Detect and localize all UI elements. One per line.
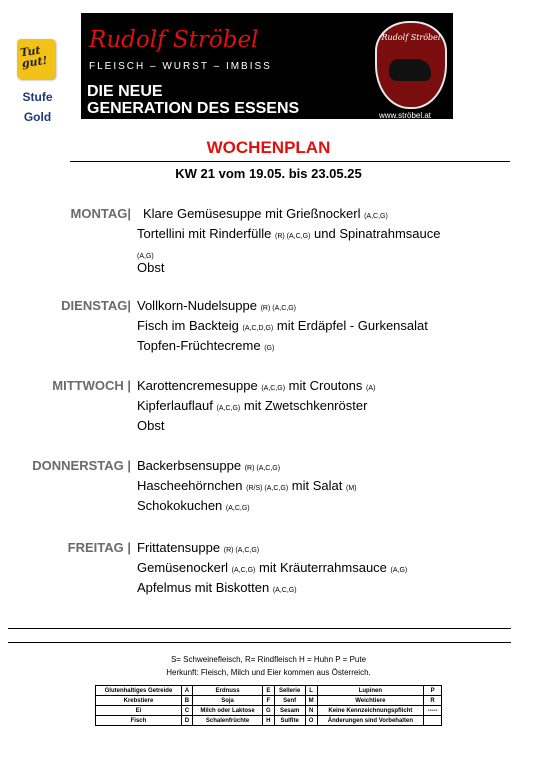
table-cell: L xyxy=(305,686,317,696)
menu-item xyxy=(137,298,296,313)
day-name: DONNERSTAG | xyxy=(32,458,131,473)
table-cell: Weichtiere xyxy=(317,696,424,706)
bottom-divider-2 xyxy=(8,642,511,643)
allergen-codes: (A,G) xyxy=(390,567,408,574)
menu-item xyxy=(137,226,441,241)
badge-label-stufe: Stufe xyxy=(22,90,53,104)
table-cell xyxy=(424,716,442,726)
table-cell: B xyxy=(181,696,192,706)
table-cell: Fisch xyxy=(96,716,182,726)
badge-label-gold: Gold xyxy=(23,110,52,124)
dish-side: mit Erdäpfel - Gurkensalat xyxy=(276,318,428,333)
table-cell: Sulfite xyxy=(274,716,305,726)
tut-gut-logo-text: Tut gut! xyxy=(19,43,49,71)
allergen-codes: (R) (A,C,G) xyxy=(223,547,260,554)
dish-name: Apfelmus mit Biskotten xyxy=(137,580,270,595)
allergen-codes: (M) xyxy=(345,485,357,492)
dish-name: Klare Gemüsesuppe mit Grießnockerl xyxy=(143,206,361,221)
table-cell: R xyxy=(424,696,442,706)
table-row xyxy=(96,696,442,706)
allergen-codes: (R/S) (A,C,G) xyxy=(246,485,289,492)
table-cell: O xyxy=(305,716,317,726)
table-row xyxy=(96,686,442,696)
dish-name: Gemüsenockerl xyxy=(137,560,229,575)
dish-name: Hascheehörnchen xyxy=(137,478,243,493)
dish-name: Fisch im Backteig xyxy=(137,318,239,333)
allergen-codes: (R) (A,C,G) xyxy=(260,305,296,312)
menu-item xyxy=(137,378,375,393)
dish-name: Frittatensuppe xyxy=(137,540,221,555)
brand-name: Rudolf Ströbel xyxy=(89,27,259,53)
tut-gut-logo xyxy=(17,39,55,79)
menu-item xyxy=(137,560,407,575)
table-cell: H xyxy=(263,716,274,726)
dish-name: Schokokuchen xyxy=(137,498,223,513)
menu-item xyxy=(137,418,164,433)
day-name: MONTAG| xyxy=(70,206,131,221)
claim xyxy=(87,83,299,117)
table-row xyxy=(96,706,442,716)
meat-legend: S= Schweinefleisch, R= Rindfleisch H = Huhn P = Pute xyxy=(170,655,367,664)
table-cell: F xyxy=(263,696,274,706)
website-url: www.ströbel.at xyxy=(379,111,432,119)
dish-name: Kipferlauflauf xyxy=(137,398,213,413)
menu-item xyxy=(137,398,367,413)
table-cell: Ei xyxy=(96,706,182,716)
dish-name: Obst xyxy=(137,260,165,275)
menu-item xyxy=(137,478,356,493)
bull-emblem xyxy=(375,21,447,109)
allergen-codes: (R) (A,C,G) xyxy=(244,465,281,472)
table-cell: G xyxy=(263,706,274,716)
day-name: MITTWOCH | xyxy=(52,378,131,393)
table-cell: Glutenhaltiges Getreide xyxy=(96,686,182,696)
week-range: KW 21 vom 19.05. bis 23.05.25 xyxy=(175,166,362,181)
bull-icon xyxy=(389,59,431,81)
table-cell: Änderungen sind Vorbehalten xyxy=(317,716,424,726)
allergen-codes: (A,C,G) xyxy=(261,385,286,392)
dish-side: und Spinatrahmsauce xyxy=(314,226,441,241)
dish-name: Karottencremesuppe xyxy=(137,378,258,393)
bottom-divider-1 xyxy=(8,628,511,629)
origin-note: Herkunft: Fleisch, Milch und Eier kommen aus Österreich. xyxy=(166,668,371,677)
table-cell: Schalenfrüchte xyxy=(192,716,262,726)
dish-side: mit Croutons xyxy=(288,378,363,393)
dish-side: mit Salat xyxy=(291,478,343,493)
allergen-codes: (G) xyxy=(264,345,275,352)
dish-name: Vollkorn-Nudelsuppe xyxy=(137,298,257,313)
table-cell: Sellerie xyxy=(274,686,305,696)
menu-item xyxy=(137,260,164,275)
allergen-codes: (A,C,G) xyxy=(225,505,250,512)
menu-item xyxy=(137,498,250,513)
menu-item xyxy=(137,246,154,261)
table-cell: Sesam xyxy=(274,706,305,716)
dish-name: Topfen-Früchtecreme xyxy=(137,338,261,353)
title-divider xyxy=(70,161,510,162)
menu-item xyxy=(137,318,428,333)
page-title: WOCHENPLAN xyxy=(206,138,331,157)
table-cell: Milch oder Laktose xyxy=(192,706,262,716)
menu-item xyxy=(137,458,280,473)
table-cell: E xyxy=(263,686,274,696)
claim-line-1: DIE NEUE xyxy=(87,83,163,100)
table-cell: A xyxy=(181,686,192,696)
table-cell: Erdnuss xyxy=(192,686,262,696)
claim-line-2: GENERATION DES ESSENS xyxy=(87,100,300,117)
allergen-codes: (A,G) xyxy=(137,253,154,260)
table-cell: N xyxy=(305,706,317,716)
day-name: DIENSTAG| xyxy=(61,298,131,313)
allergen-codes: (A) xyxy=(366,385,376,392)
table-cell: P xyxy=(424,686,442,696)
emblem-text: Rudolf Ströbel xyxy=(381,33,441,42)
dish-side: mit Kräuterrahmsauce xyxy=(259,560,387,575)
table-cell: Keine Kennzeichnungspflicht xyxy=(317,706,424,716)
dish-name: Obst xyxy=(137,418,165,433)
allergen-codes: (R) (A,C,G) xyxy=(275,233,311,240)
table-cell: Soja xyxy=(192,696,262,706)
allergen-codes: (A,C,D,G) xyxy=(242,325,274,332)
table-cell: M xyxy=(305,696,317,706)
allergen-codes: (A,C,G) xyxy=(216,405,241,412)
brand-tagline: FLEISCH – WURST – IMBISS xyxy=(89,61,272,72)
dish-name: Tortellini mit Rinderfülle xyxy=(137,226,272,241)
allergen-table xyxy=(95,685,442,726)
header-banner xyxy=(81,13,453,119)
menu-item xyxy=(137,540,259,555)
table-cell: ----- xyxy=(424,706,442,716)
table-cell: D xyxy=(181,716,192,726)
allergen-codes: (A,C,G) xyxy=(364,213,388,220)
allergen-codes: (A,C,G) xyxy=(272,587,297,594)
dish-side: mit Zwetschkenröster xyxy=(243,398,368,413)
allergen-codes: (A,C,G) xyxy=(231,567,256,574)
menu-item xyxy=(143,206,388,221)
day-name: FREITAG | xyxy=(67,540,131,555)
dish-name: Backerbsensuppe xyxy=(137,458,242,473)
table-cell: Krebstiere xyxy=(96,696,182,706)
table-cell: C xyxy=(181,706,192,716)
menu-item xyxy=(137,580,297,595)
menu-item xyxy=(137,338,274,353)
table-row xyxy=(96,716,442,726)
table-cell: Senf xyxy=(274,696,305,706)
table-cell: Lupinen xyxy=(317,686,424,696)
